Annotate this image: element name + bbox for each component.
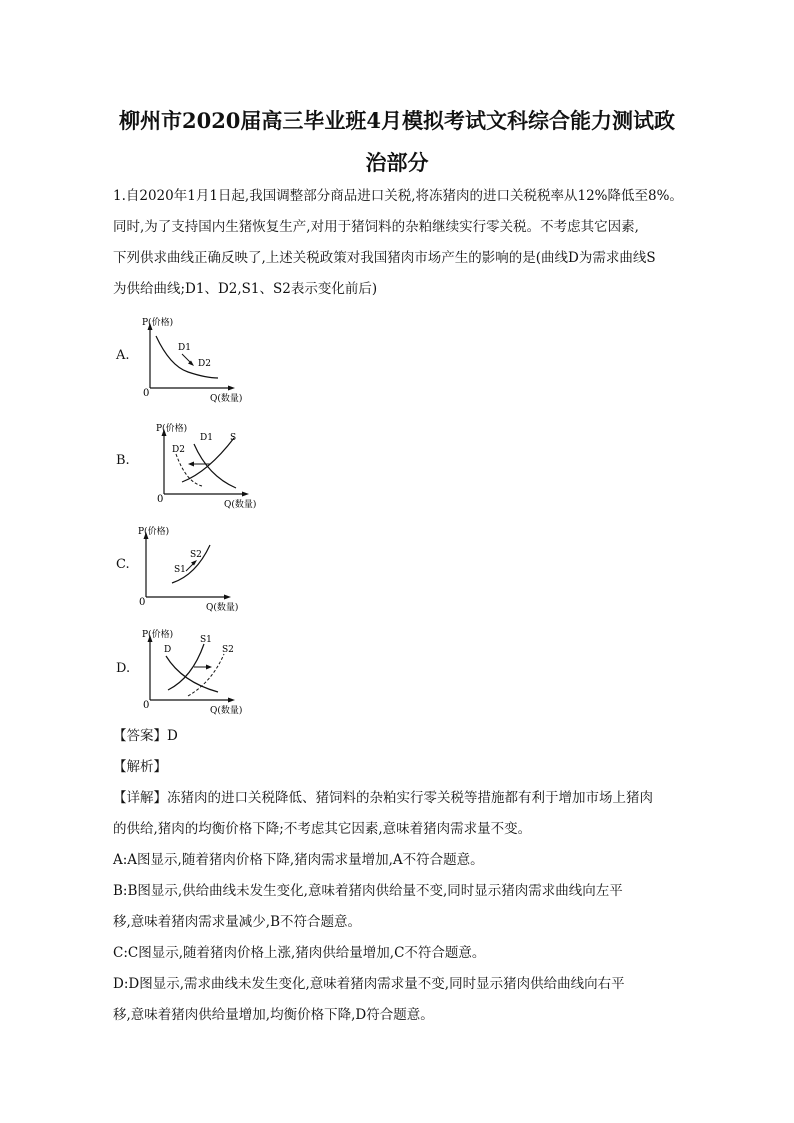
- curve-label-s2: S2: [190, 550, 202, 560]
- x-axis-arrow: [242, 492, 249, 497]
- analysis-line: [113, 752, 693, 783]
- demand-curve-d1: [194, 444, 236, 488]
- y-axis-label: P(价格): [142, 318, 174, 328]
- curve-label-d: D: [164, 645, 172, 655]
- x-axis-label: Q(数量): [210, 706, 243, 716]
- detail-line: 的供给,猪肉的均衡价格下降;不考虑其它因素,意味着猪肉需求量不变。: [113, 821, 532, 837]
- curve-label-d2: D2: [198, 359, 211, 369]
- origin-label: 0: [139, 597, 146, 608]
- detail-text: 冻猪肉的进口关税降低、猪饲料的杂粕实行零关税等措施都有利于增加市场上猪肉: [167, 790, 653, 806]
- demand-curve-d2: [176, 454, 202, 486]
- detail-line: 移,意味着猪肉需求量减少,B不符合题意。: [113, 914, 362, 930]
- question-line: 下列供求曲线正确反映了,上述关税政策对我国猪肉市场产生的影响的是(曲线D为需求曲线S: [113, 250, 656, 266]
- option-c-label: C.: [116, 557, 130, 572]
- shift-arrowhead: [188, 462, 194, 467]
- y-axis-label: P(价格): [138, 527, 170, 537]
- supply-curve-s2: [188, 654, 224, 696]
- question-line: 1.自2020年1月1日起,我国调整部分商品进口关税,将冻猪肉的进口关税税率从12%降低至8%。: [113, 188, 683, 204]
- page-title-line-2: 治部分: [365, 150, 429, 175]
- analysis-tag: 【解析】: [113, 759, 167, 775]
- page-title-line-1: 柳州市2020届高三毕业班4月模拟考试文科综合能力测试政: [118, 108, 676, 133]
- origin-label: 0: [143, 388, 150, 399]
- question-line: 为供给曲线;D1、D2,S1、S2表示变化前后): [113, 281, 378, 297]
- origin-label: 0: [157, 494, 164, 505]
- answer-tag: 【答案】: [113, 728, 167, 744]
- detail-block: [113, 783, 693, 1031]
- curve-label-s1: S1: [200, 635, 212, 645]
- option-a-label: A.: [116, 348, 130, 363]
- curve-label-s: S: [230, 433, 237, 443]
- shift-arrowhead: [206, 665, 212, 670]
- curve-label-s2: S2: [222, 645, 234, 655]
- x-axis-label: Q(数量): [206, 603, 239, 613]
- option-b-graph: [152, 420, 282, 512]
- x-axis-arrow: [224, 595, 231, 600]
- detail-tag: 【详解】: [113, 790, 167, 806]
- detail-line: 移,意味着猪肉供给量增加,均衡价格下降,D符合题意。: [113, 1007, 434, 1023]
- option-d-label: D.: [116, 661, 131, 676]
- x-axis-arrow: [228, 698, 235, 703]
- option-c-graph: [134, 523, 264, 615]
- detail-line: D:D图显示,需求曲线未发生变化,意味着猪肉需求量不变,同时显示猪肉供给曲线向右平: [113, 976, 625, 992]
- detail-line: [113, 783, 693, 814]
- curve-label-d2: D2: [172, 445, 185, 455]
- option-b-label: B.: [116, 453, 130, 468]
- x-axis-label: Q(数量): [224, 500, 257, 510]
- y-axis-label: P(价格): [156, 424, 188, 434]
- option-a-graph: [138, 314, 268, 406]
- question-line: 同时,为了支持国内生猪恢复生产,对用于猪饲料的杂粕继续实行零关税。不考虑其它因素,: [113, 219, 639, 235]
- origin-label: 0: [143, 700, 150, 711]
- detail-line: B:B图显示,供给曲线未发生变化,意味着猪肉供给量不变,同时显示猪肉需求曲线向左平: [113, 883, 623, 899]
- detail-line: A:A图显示,随着猪肉价格下降,猪肉需求量增加,A不符合题意。: [113, 852, 484, 868]
- curve-label-d1: D1: [178, 343, 191, 353]
- supply-curve: [182, 438, 234, 482]
- detail-line: C:C图显示,随着猪肉价格上涨,猪肉供给量增加,C不符合题意。: [113, 945, 486, 961]
- answer-value: D: [167, 728, 178, 744]
- option-d-graph: [138, 626, 268, 718]
- x-axis-label: Q(数量): [210, 394, 243, 404]
- x-axis-arrow: [228, 386, 235, 391]
- curve-label-s1: S1: [174, 565, 186, 575]
- y-axis-label: P(价格): [142, 630, 174, 640]
- question-stem: [113, 181, 693, 305]
- curve-label-d1: D1: [200, 433, 213, 443]
- answer-line: [113, 721, 693, 752]
